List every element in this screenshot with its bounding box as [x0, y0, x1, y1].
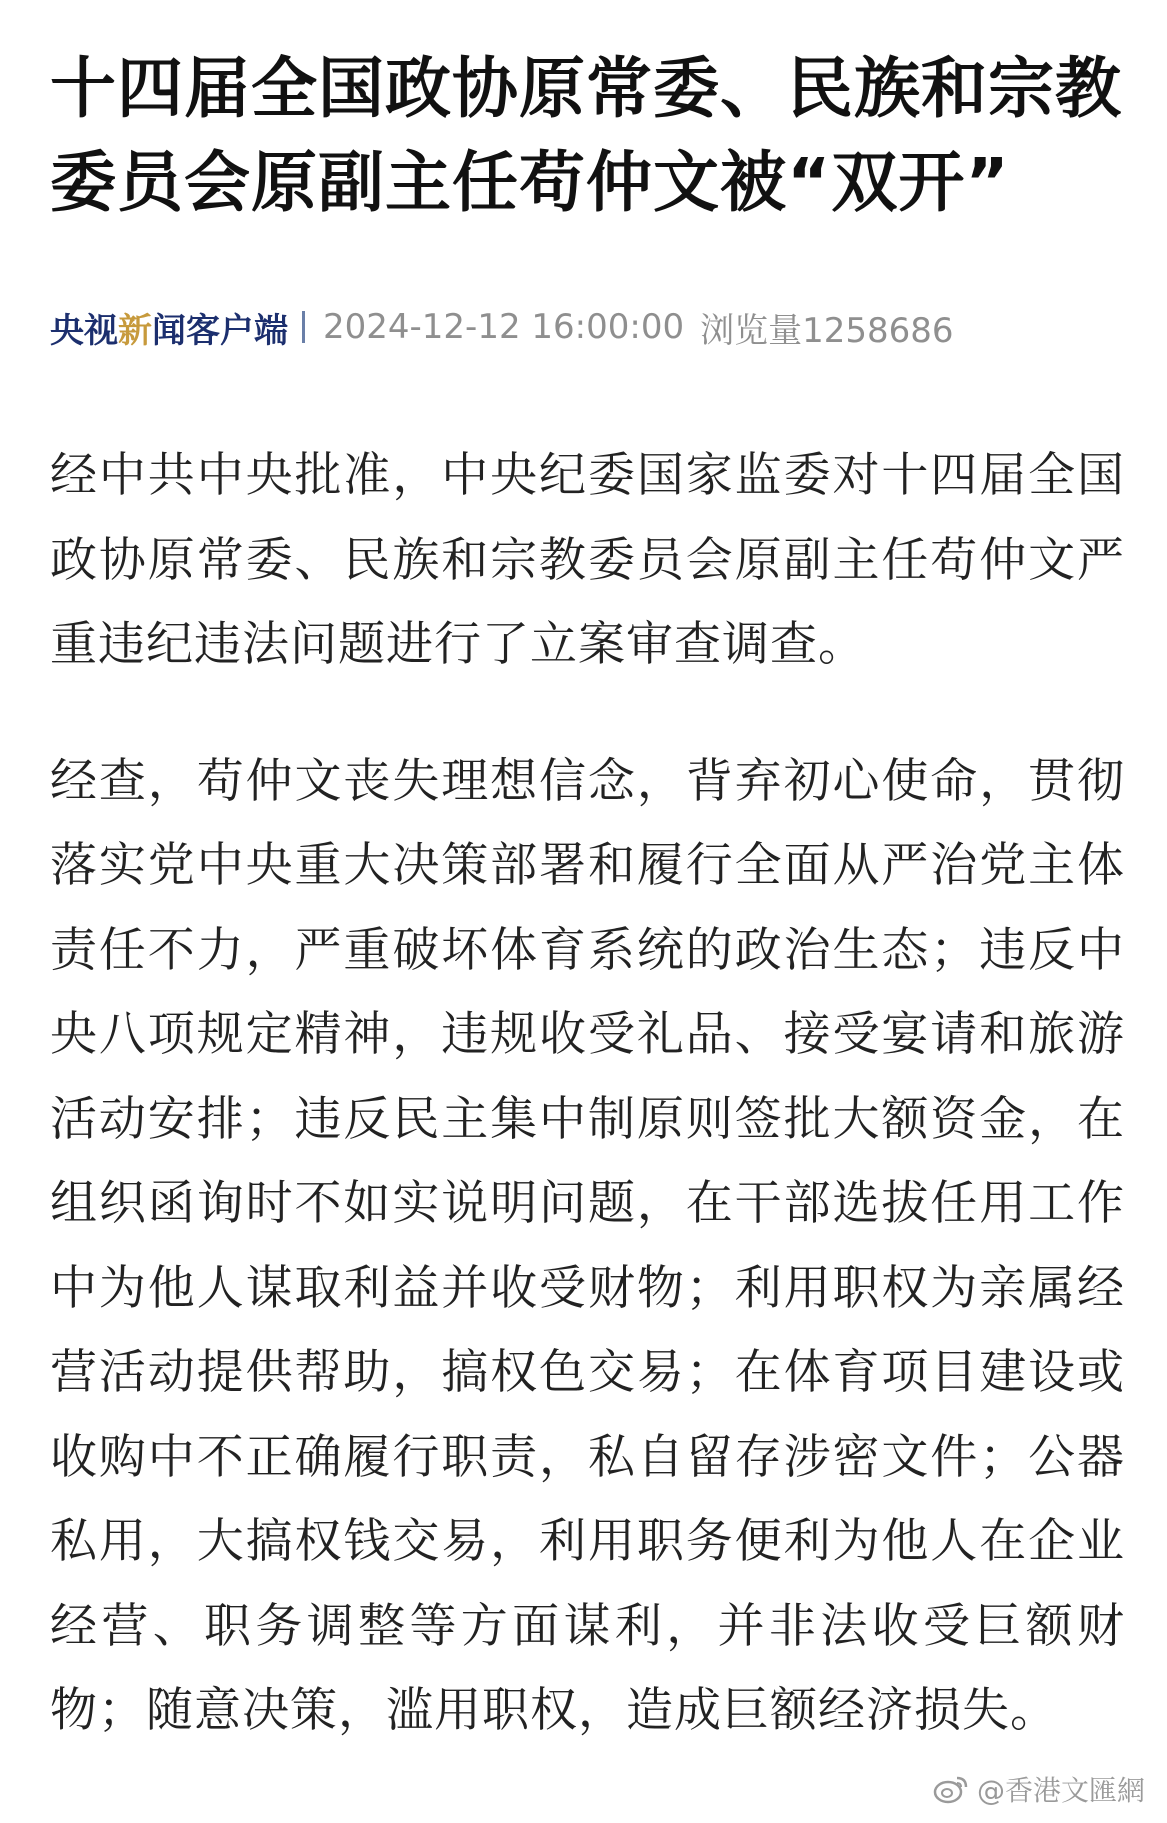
source-prefix: 央视	[50, 310, 118, 351]
article-paragraph: 经中共中央批准，中央纪委国家监委对十四届全国政协原常委、民族和宗教委员会原副主任苟仲文严重违纪违法问题进行了立案审查调查。	[50, 448, 1125, 672]
source-accent: 新	[118, 310, 152, 351]
watermark-text: @香港文匯網	[976, 1774, 1145, 1807]
meta-divider	[302, 311, 305, 343]
source-suffix: 闻客户端	[152, 310, 288, 351]
weibo-icon	[933, 1774, 969, 1804]
article-title: 十四届全国政协原常委、民族和宗教委员会原副主任苟仲文被“双开”	[50, 50, 1122, 221]
article	[50, 0, 1125, 1754]
view-count: 浏览量1258686	[700, 310, 954, 351]
source-name[interactable]	[50, 303, 288, 352]
publish-date: 2024-12-12 16:00:00	[323, 307, 685, 347]
article-meta	[50, 302, 1125, 352]
watermark	[933, 1769, 1145, 1809]
article-paragraph: 经查，苟仲文丧失理想信念，背弃初心使命，贯彻落实党中央重大决策部署和履行全面从严治党主体责任不力，严重破坏体育系统的政治生态；违反中央八项规定精神，违规收受礼品、接受宴请和旅游活动安排；违反民主集中制原则签批大额资金，在组织函询时不如实说明问题，在干部选拔任用工作中为他人谋取利益并收受财物；利用职权为亲属经营活动提供帮助，搞权色交易；在体育项目建设或收购中不正确履行职责，私自留存涉密文件；公器私用，大搞权钱交易，利用职务便利为他人在企业经营、职务调整等方面谋利，并非法收受巨额财物；随意决策，滥用职权，造成巨额经济损失。	[50, 753, 1125, 1738]
